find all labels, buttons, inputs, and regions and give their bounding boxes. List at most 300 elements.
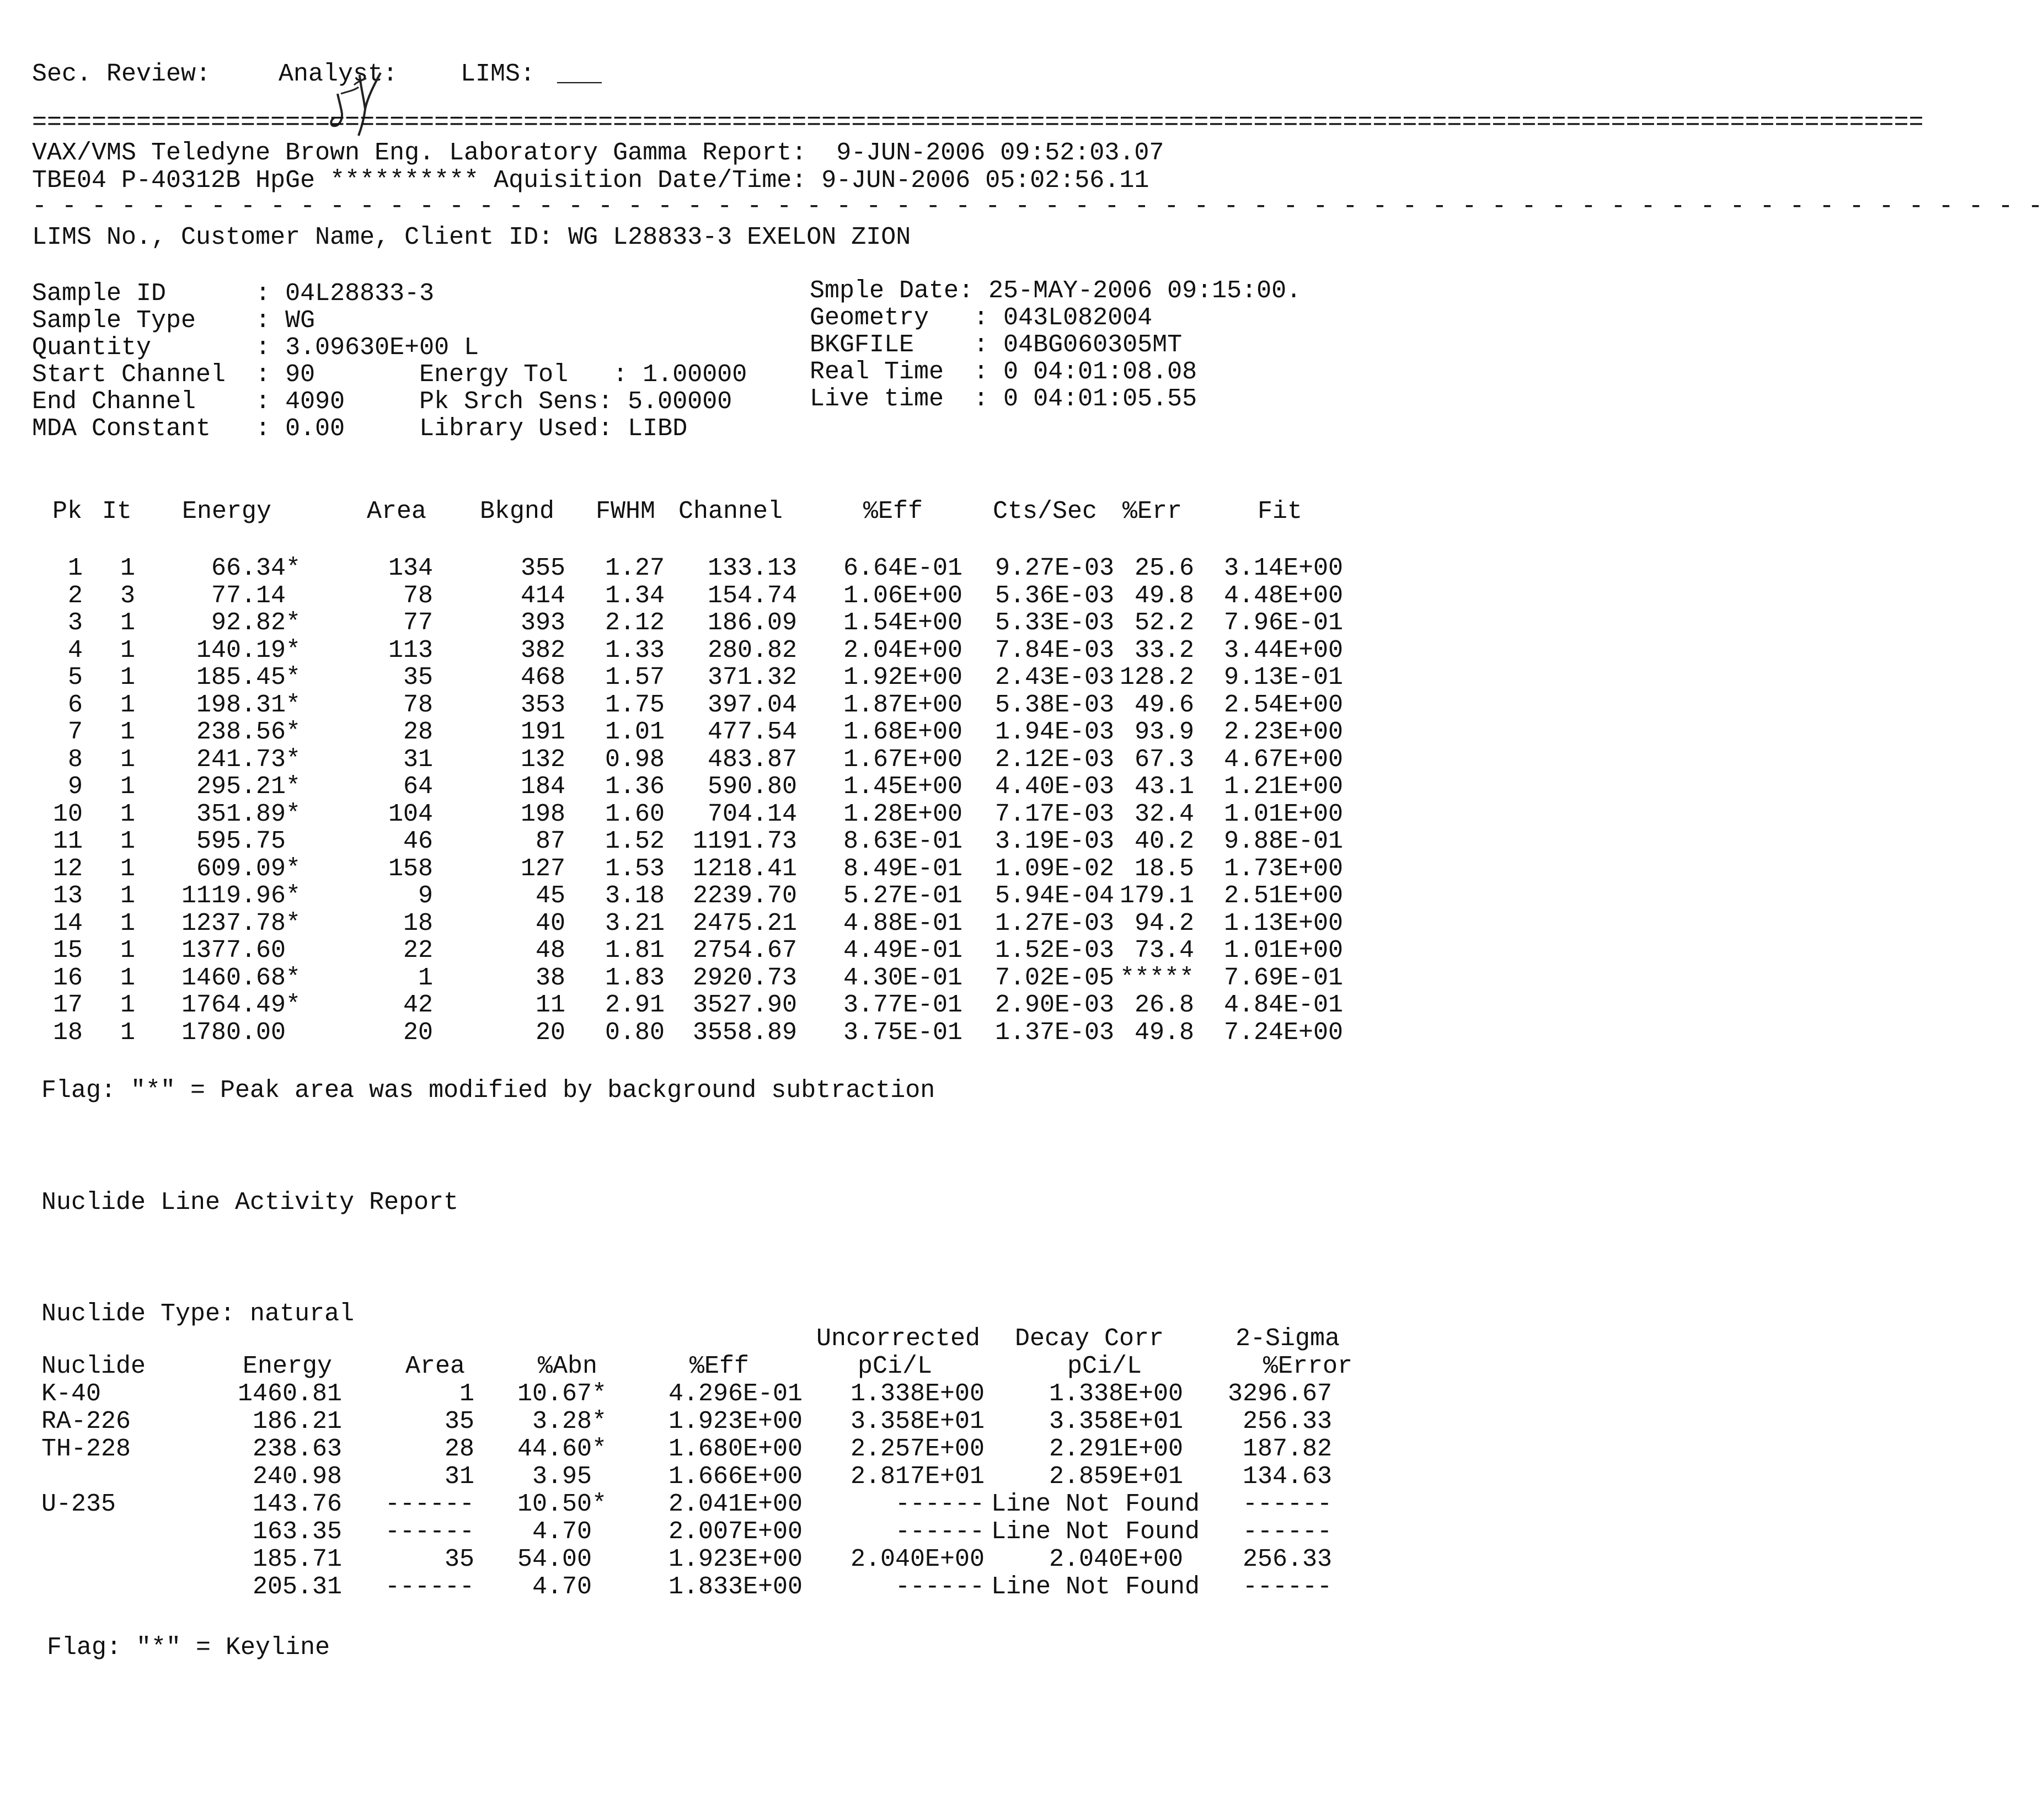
nuclide-cell: 2.040E+00 <box>1049 1545 1183 1573</box>
nuclide-cell: 54.00 <box>517 1545 592 1573</box>
geometry-line: Geometry : 043L082004 <box>810 304 1153 332</box>
peak-cell: 477.54 <box>707 718 797 746</box>
peak-cell: 9 <box>418 882 433 910</box>
peak-cell: 590.80 <box>707 773 797 801</box>
peak-cell: 7.96E-01 <box>1223 609 1343 637</box>
nuclide-cell: 3.28* <box>532 1407 607 1436</box>
nuclide-cell: ------ <box>1242 1490 1332 1518</box>
acquisition-line: TBE04 P-40312B HpGe ********** Aquisition Date/Time: 9-JUN-2006 05:02:56.11 <box>32 167 1149 195</box>
nuclide-name: RA-226 <box>41 1407 131 1436</box>
peak-cell: 7 <box>67 718 83 746</box>
peak-cell: 1 <box>120 936 135 965</box>
peak-cell: 64 <box>403 773 433 801</box>
peak-cell: 66.34* <box>211 554 301 582</box>
peak-cell: 0.98 <box>605 746 665 774</box>
peak-cell: 104 <box>388 800 433 828</box>
peak-cell: 2.12E-03 <box>994 746 1114 774</box>
peak-cell: 11 <box>52 827 83 855</box>
peak-cell: 1119.96* <box>181 882 301 910</box>
peak-cell: 595.75 <box>196 827 286 855</box>
peak-cell: 93.9 <box>1134 718 1194 746</box>
peak-header-eff: %Eff <box>863 497 923 526</box>
peak-cell: 134 <box>388 554 433 582</box>
peak-cell: 414 <box>520 582 565 610</box>
peak-header-err: %Err <box>1122 497 1183 526</box>
peak-cell: 1.75 <box>605 691 665 719</box>
nuclide-cell: 1.923E+00 <box>668 1407 803 1436</box>
peak-cell: 3527.90 <box>692 991 797 1019</box>
lims-review-label: LIMS: <box>461 60 536 88</box>
nuclide-header: %Abn <box>538 1352 598 1380</box>
peak-cell: 1 <box>120 609 135 637</box>
sample-type-line: Sample Type : WG <box>32 307 315 335</box>
nuclide-cell: 163.35 <box>252 1518 342 1546</box>
peak-cell: 1.21E+00 <box>1223 773 1343 801</box>
peak-cell: 3 <box>67 609 83 637</box>
peak-cell: 184 <box>520 773 565 801</box>
peak-header-bkgnd: Bkgnd <box>480 497 555 526</box>
peak-cell: 33.2 <box>1134 636 1194 665</box>
nuclide-header-top: Decay Corr <box>1015 1325 1164 1353</box>
nuclide-cell: 256.33 <box>1242 1545 1332 1573</box>
peak-cell: 704.14 <box>707 800 797 828</box>
peak-cell: 1 <box>120 746 135 774</box>
peak-cell: 2.91 <box>605 991 665 1019</box>
nuclide-cell: 31 <box>444 1463 474 1491</box>
nuclide-header: Nuclide <box>41 1352 146 1380</box>
nuclide-cell: 187.82 <box>1242 1435 1332 1463</box>
analyst-label: Analyst: <box>279 60 398 88</box>
peak-cell: 17 <box>52 991 83 1019</box>
peak-cell: 7.84E-03 <box>994 636 1114 665</box>
peak-cell: 1 <box>120 882 135 910</box>
peak-cell: 0.80 <box>605 1019 665 1047</box>
peak-cell: 52.2 <box>1134 609 1194 637</box>
peak-cell: 133.13 <box>707 554 797 582</box>
peak-cell: 16 <box>52 964 83 992</box>
peak-cell: 2920.73 <box>692 964 797 992</box>
peak-cell: 28 <box>403 718 433 746</box>
peak-cell: 5.36E-03 <box>994 582 1114 610</box>
peak-cell: 1.01E+00 <box>1223 800 1343 828</box>
peak-cell: 1 <box>120 554 135 582</box>
nuclide-cell: Line Not Found <box>991 1518 1200 1546</box>
peak-cell: 73.4 <box>1134 936 1194 965</box>
nuclide-cell: 2.041E+00 <box>668 1490 803 1518</box>
nuclide-header: pCi/L <box>858 1352 933 1380</box>
peak-cell: 2239.70 <box>692 882 797 910</box>
nuclide-header: Energy <box>243 1352 333 1380</box>
peak-cell: 1.01 <box>605 718 665 746</box>
peak-cell: 3.77E-01 <box>843 991 962 1019</box>
nuclide-type-line: Nuclide Type: natural <box>41 1300 355 1328</box>
peak-cell: 5.38E-03 <box>994 691 1114 719</box>
peak-cell: 2.12 <box>605 609 665 637</box>
nuclide-header-top: Uncorrected <box>816 1325 981 1353</box>
nuclide-cell: ------ <box>1242 1573 1332 1601</box>
peak-header-fwhm: FWHM <box>596 497 656 526</box>
peak-cell: 295.21* <box>196 773 301 801</box>
nuclide-cell: 205.31 <box>252 1573 342 1601</box>
peak-cell: 113 <box>388 636 433 665</box>
peak-cell: 3558.89 <box>692 1019 797 1047</box>
peak-cell: 9 <box>67 773 83 801</box>
peak-cell: 49.8 <box>1134 582 1194 610</box>
peak-cell: 3.75E-01 <box>843 1019 962 1047</box>
nuclide-cell: 4.70 <box>532 1518 592 1546</box>
peak-cell: 1 <box>120 827 135 855</box>
peak-cell: 2.23E+00 <box>1223 718 1343 746</box>
peak-cell: 132 <box>520 746 565 774</box>
peak-cell: 1 <box>120 663 135 692</box>
peak-header-pk: Pk <box>52 497 83 526</box>
peak-cell: 9.88E-01 <box>1223 827 1343 855</box>
nuclide-cell: 143.76 <box>252 1490 342 1518</box>
peak-cell: 4.49E-01 <box>843 936 962 965</box>
nuclide-cell: 35 <box>444 1545 474 1573</box>
peak-cell: 1 <box>120 691 135 719</box>
peak-cell: 26.8 <box>1134 991 1194 1019</box>
peak-cell: 609.09* <box>196 855 301 883</box>
peak-cell: 1191.73 <box>692 827 797 855</box>
peak-cell: 15 <box>52 936 83 965</box>
peak-cell: 1.01E+00 <box>1223 936 1343 965</box>
peak-cell: 179.1 <box>1119 882 1194 910</box>
peak-cell: 35 <box>403 663 433 692</box>
nuclide-cell: 1 <box>459 1380 474 1408</box>
nuclide-cell: Line Not Found <box>991 1573 1200 1601</box>
peak-cell: 1.34 <box>605 582 665 610</box>
peak-cell: 127 <box>520 855 565 883</box>
peak-cell: 1.73E+00 <box>1223 855 1343 883</box>
peak-cell: 2.90E-03 <box>994 991 1114 1019</box>
peak-cell: 1780.00 <box>181 1019 286 1047</box>
peak-cell: 4 <box>67 636 83 665</box>
peak-cell: 1.57 <box>605 663 665 692</box>
peak-cell: 351.89* <box>196 800 301 828</box>
peak-cell: 154.74 <box>707 582 797 610</box>
nuclide-cell: 44.60* <box>517 1435 607 1463</box>
peak-cell: 77 <box>403 609 433 637</box>
peak-cell: 382 <box>520 636 565 665</box>
keyline-flag-note: Flag: "*" = Keyline <box>47 1634 330 1662</box>
peak-cell: 1.09E-02 <box>994 855 1114 883</box>
peak-cell: 1.81 <box>605 936 665 965</box>
peak-cell: 78 <box>403 691 433 719</box>
peak-cell: 1.68E+00 <box>843 718 962 746</box>
nuclide-cell: 35 <box>444 1407 474 1436</box>
peak-cell: 483.87 <box>707 746 797 774</box>
peak-cell: 1.36 <box>605 773 665 801</box>
peak-cell: 1 <box>120 991 135 1019</box>
peak-cell: 7.17E-03 <box>994 800 1114 828</box>
peak-cell: 67.3 <box>1134 746 1194 774</box>
peak-cell: 191 <box>520 718 565 746</box>
peak-cell: 2.51E+00 <box>1223 882 1343 910</box>
peak-cell: 11 <box>535 991 565 1019</box>
peak-cell: 1.45E+00 <box>843 773 962 801</box>
peak-cell: 5.94E-04 <box>994 882 1114 910</box>
peak-cell: 9.27E-03 <box>994 554 1114 582</box>
peak-cell: 2.43E-03 <box>994 663 1114 692</box>
peak-cell: 1460.68* <box>181 964 301 992</box>
nuclide-name: TH-228 <box>41 1435 131 1463</box>
peak-cell: 1.13E+00 <box>1223 909 1343 938</box>
peak-cell: 20 <box>535 1019 565 1047</box>
peak-cell: 10 <box>52 800 83 828</box>
peak-cell: 43.1 <box>1134 773 1194 801</box>
peak-cell: 128.2 <box>1119 663 1194 692</box>
peak-cell: 40.2 <box>1134 827 1194 855</box>
nuclide-header: Area <box>405 1352 466 1380</box>
peak-cell: 198 <box>520 800 565 828</box>
live-time-line: Live time : 0 04:01:05.55 <box>810 385 1197 413</box>
peak-flag-note: Flag: "*" = Peak area was modified by background subtraction <box>41 1077 935 1105</box>
peak-cell: 7.69E-01 <box>1223 964 1343 992</box>
peak-cell: 4.84E-01 <box>1223 991 1343 1019</box>
nuclide-cell: 28 <box>444 1435 474 1463</box>
peak-cell: 13 <box>52 882 83 910</box>
peak-cell: 3.21 <box>605 909 665 938</box>
nuclide-header: %Error <box>1263 1352 1353 1380</box>
nuclide-cell: ------ <box>384 1518 474 1546</box>
real-time-line: Real Time : 0 04:01:08.08 <box>810 358 1197 386</box>
peak-cell: 6 <box>67 691 83 719</box>
peak-cell: 8.49E-01 <box>843 855 962 883</box>
nuclide-cell: 238.63 <box>252 1435 342 1463</box>
nuclide-cell: 185.71 <box>252 1545 342 1573</box>
lims-client-line: LIMS No., Customer Name, Client ID: WG L28833-3 EXELON ZION <box>32 223 911 251</box>
nuclide-cell: 3.358E+01 <box>850 1407 985 1436</box>
peak-cell: 3.19E-03 <box>994 827 1114 855</box>
double-rule: =============================================================================================================================== <box>32 109 1924 137</box>
nuclide-cell: 10.67* <box>517 1380 607 1408</box>
nuclide-cell: Line Not Found <box>991 1490 1200 1518</box>
nuclide-cell: 1460.81 <box>237 1380 342 1408</box>
peak-cell: 241.73* <box>196 746 301 774</box>
peak-header-it: It <box>102 497 132 526</box>
peak-cell: 1 <box>120 1019 135 1047</box>
peak-cell: 4.40E-03 <box>994 773 1114 801</box>
nuclide-cell: 256.33 <box>1242 1407 1332 1436</box>
peak-cell: 1.92E+00 <box>843 663 962 692</box>
peak-cell: 25.6 <box>1134 554 1194 582</box>
nuclide-name: U-235 <box>41 1490 116 1518</box>
peak-cell: 48 <box>535 936 565 965</box>
peak-cell: 1.54E+00 <box>843 609 962 637</box>
peak-cell: 1218.41 <box>692 855 797 883</box>
nuclide-cell: 240.98 <box>252 1463 342 1491</box>
peak-cell: 1.28E+00 <box>843 800 962 828</box>
peak-cell: 371.32 <box>707 663 797 692</box>
peak-cell: 92.82* <box>211 609 301 637</box>
peak-cell: 198.31* <box>196 691 301 719</box>
peak-cell: 1 <box>120 718 135 746</box>
peak-cell: 5 <box>67 663 83 692</box>
peak-cell: 355 <box>520 554 565 582</box>
peak-cell: 7.24E+00 <box>1223 1019 1343 1047</box>
peak-cell: 32.4 <box>1134 800 1194 828</box>
nuclide-cell: ------ <box>1242 1518 1332 1546</box>
peak-cell: 393 <box>520 609 565 637</box>
peak-cell: 14 <box>52 909 83 938</box>
peak-header-area: Area <box>367 497 427 526</box>
peak-cell: 38 <box>535 964 565 992</box>
nuclide-cell: 3296.67 <box>1227 1380 1332 1408</box>
nuclide-cell: 10.50* <box>517 1490 607 1518</box>
peak-cell: 18 <box>403 909 433 938</box>
peak-header-energy: Energy <box>182 497 272 526</box>
peak-cell: 12 <box>52 855 83 883</box>
peak-cell: 4.67E+00 <box>1223 746 1343 774</box>
nuclide-cell: ------ <box>895 1490 985 1518</box>
nuclide-cell: 2.007E+00 <box>668 1518 803 1546</box>
peak-cell: 1.94E-03 <box>994 718 1114 746</box>
peak-cell: 1 <box>67 554 83 582</box>
nuclide-cell: 2.257E+00 <box>850 1435 985 1463</box>
peak-cell: 2.04E+00 <box>843 636 962 665</box>
nuclide-cell: ------ <box>895 1573 985 1601</box>
peak-cell: 4.88E-01 <box>843 909 962 938</box>
nuclide-cell: 4.70 <box>532 1573 592 1601</box>
nuclide-header: pCi/L <box>1067 1352 1142 1380</box>
peak-cell: 5.27E-01 <box>843 882 962 910</box>
peak-cell: 49.8 <box>1134 1019 1194 1047</box>
peak-cell: 78 <box>403 582 433 610</box>
dash-rule: - - - - - - - - - - - - - - - - - - - - - - - - - - - - - - - - - - - - - - - - - - - - - - - - - - - - - - - - - - - - - - - - - - - - <box>32 192 2043 221</box>
nuclide-cell: ------ <box>384 1490 474 1518</box>
peak-cell: 18.5 <box>1134 855 1194 883</box>
peak-cell: 1 <box>120 636 135 665</box>
sample-date-line: Smple Date: 25-MAY-2006 09:15:00. <box>810 277 1302 305</box>
bkgfile-line: BKGFILE : 04BG060305MT <box>810 331 1183 359</box>
peak-cell: 1.60 <box>605 800 665 828</box>
peak-cell: 1.83 <box>605 964 665 992</box>
peak-cell: 1.27E-03 <box>994 909 1114 938</box>
peak-cell: 1.37E-03 <box>994 1019 1114 1047</box>
peak-cell: 1237.78* <box>181 909 301 938</box>
peak-cell: 1 <box>120 964 135 992</box>
nuclide-header: %Eff <box>689 1352 750 1380</box>
peak-cell: 6.64E-01 <box>843 554 962 582</box>
nuclide-cell: 3.95 <box>532 1463 592 1491</box>
peak-cell: 18 <box>52 1019 83 1047</box>
peak-header-fit: Fit <box>1258 497 1303 526</box>
peak-cell: 3.18 <box>605 882 665 910</box>
nuclide-cell: ------ <box>384 1573 474 1601</box>
peak-cell: 87 <box>535 827 565 855</box>
peak-cell: 1 <box>120 773 135 801</box>
end-channel-line: End Channel : 4090 Pk Srch Sens: 5.00000 <box>32 388 732 416</box>
peak-cell: 1377.60 <box>181 936 286 965</box>
nuclide-cell: 2.859E+01 <box>1049 1463 1183 1491</box>
nuclide-report-title: Nuclide Line Activity Report <box>41 1189 459 1217</box>
peak-cell: 45 <box>535 882 565 910</box>
nuclide-name: K-40 <box>41 1380 101 1408</box>
peak-header-ctssec: Cts/Sec <box>993 497 1098 526</box>
peak-cell: 40 <box>535 909 565 938</box>
peak-cell: 468 <box>520 663 565 692</box>
peak-cell: 5.33E-03 <box>994 609 1114 637</box>
nuclide-cell: 3.358E+01 <box>1049 1407 1183 1436</box>
nuclide-header-top: 2-Sigma <box>1236 1325 1340 1353</box>
report-title-line: VAX/VMS Teledyne Brown Eng. Laboratory Gamma Report: 9-JUN-2006 09:52:03.07 <box>32 139 1164 167</box>
peak-cell: 1.52E-03 <box>994 936 1114 965</box>
peak-cell: 238.56* <box>196 718 301 746</box>
peak-cell: 42 <box>403 991 433 1019</box>
peak-cell: 1 <box>418 964 433 992</box>
peak-cell: 185.45* <box>196 663 301 692</box>
start-channel-line: Start Channel : 90 Energy Tol : 1.00000 <box>32 361 747 389</box>
nuclide-cell: 1.923E+00 <box>668 1545 803 1573</box>
peak-cell: 140.19* <box>196 636 301 665</box>
peak-cell: 2.54E+00 <box>1223 691 1343 719</box>
peak-cell: 8.63E-01 <box>843 827 962 855</box>
peak-cell: 1764.49* <box>181 991 301 1019</box>
peak-cell: 22 <box>403 936 433 965</box>
peak-cell: 4.30E-01 <box>843 964 962 992</box>
nuclide-cell: 1.833E+00 <box>668 1573 803 1601</box>
nuclide-cell: 2.291E+00 <box>1049 1435 1183 1463</box>
peak-cell: 3 <box>120 582 135 610</box>
peak-cell: 1.52 <box>605 827 665 855</box>
nuclide-cell: 134.63 <box>1242 1463 1332 1491</box>
peak-cell: 31 <box>403 746 433 774</box>
nuclide-cell: 1.680E+00 <box>668 1435 803 1463</box>
mda-constant-line: MDA Constant : 0.00 Library Used: LIBD <box>32 415 688 443</box>
peak-cell: 280.82 <box>707 636 797 665</box>
peak-cell: 1.06E+00 <box>843 582 962 610</box>
quantity-line: Quantity : 3.09630E+00 L <box>32 334 479 362</box>
peak-cell: 1 <box>120 909 135 938</box>
nuclide-cell: 1.666E+00 <box>668 1463 803 1491</box>
peak-cell: 397.04 <box>707 691 797 719</box>
sample-id-line: Sample ID : 04L28833-3 <box>32 280 435 308</box>
peak-cell: 1.27 <box>605 554 665 582</box>
peak-cell: 9.13E-01 <box>1223 663 1343 692</box>
peak-cell: 1.87E+00 <box>843 691 962 719</box>
nuclide-cell: 186.21 <box>252 1407 342 1436</box>
peak-cell: 1 <box>120 855 135 883</box>
peak-cell: 1.53 <box>605 855 665 883</box>
peak-cell: 186.09 <box>707 609 797 637</box>
peak-cell: 3.44E+00 <box>1223 636 1343 665</box>
nuclide-cell: 4.296E-01 <box>668 1380 803 1408</box>
sec-review-label: Sec. Review: <box>32 60 211 88</box>
peak-cell: ***** <box>1119 964 1194 992</box>
nuclide-cell: 2.040E+00 <box>850 1545 985 1573</box>
peak-cell: 49.6 <box>1134 691 1194 719</box>
peak-cell: 1 <box>120 800 135 828</box>
nuclide-cell: 1.338E+00 <box>1049 1380 1183 1408</box>
peak-cell: 158 <box>388 855 433 883</box>
peak-cell: 94.2 <box>1134 909 1194 938</box>
peak-header-channel: Channel <box>678 497 783 526</box>
peak-cell: 1.67E+00 <box>843 746 962 774</box>
peak-cell: 4.48E+00 <box>1223 582 1343 610</box>
peak-cell: 7.02E-05 <box>994 964 1114 992</box>
nuclide-cell: ------ <box>895 1518 985 1546</box>
lims-review-blank: ___ <box>557 60 602 88</box>
nuclide-cell: 2.817E+01 <box>850 1463 985 1491</box>
peak-cell: 77.14 <box>211 582 286 610</box>
peak-cell: 8 <box>67 746 83 774</box>
peak-cell: 2475.21 <box>692 909 797 938</box>
peak-cell: 2754.67 <box>692 936 797 965</box>
peak-cell: 353 <box>520 691 565 719</box>
peak-cell: 20 <box>403 1019 433 1047</box>
peak-cell: 2 <box>67 582 83 610</box>
